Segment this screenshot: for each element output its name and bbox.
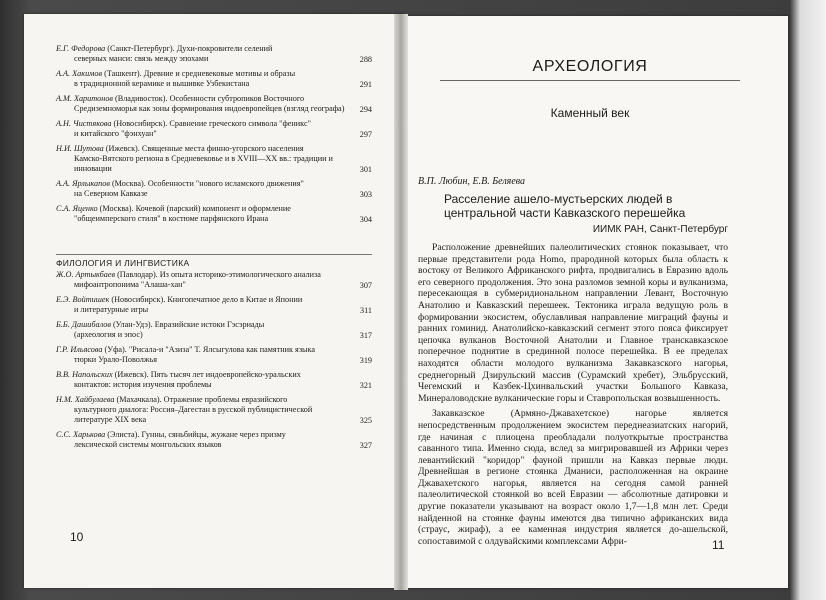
toc-entry	[56, 119, 372, 139]
toc-page-number: 303	[359, 190, 372, 199]
article-title: Расселение ашело-мустьерских людей в центральной части Кавказского перешейка	[444, 192, 686, 220]
toc-title: (Владивосток). Особенности субтропиков Восточного	[115, 94, 305, 103]
toc-author: Е.Э. Войтишек	[56, 295, 110, 304]
toc-title-cont: контактов: история изучения проблемы	[74, 380, 212, 389]
toc-page-number: 288	[359, 55, 372, 64]
toc-author: А.Н. Чистякова	[56, 119, 112, 128]
toc-page-number: 301	[359, 165, 372, 174]
toc-author: С.А. Яценко	[56, 204, 98, 213]
toc-author: В.В. Напольских	[56, 370, 113, 379]
toc-page-number: 325	[359, 416, 372, 425]
toc-page-number: 319	[359, 356, 372, 365]
toc-entry	[56, 320, 372, 340]
toc-author: А.А. Ярлыкапов	[56, 179, 110, 188]
toc-title-cont: Камско-Вятского региона в Средневековье и в XVIII—XX вв.: традиции и инновации	[74, 154, 333, 173]
toc-entry	[56, 94, 372, 114]
toc-author: Н.М. Хайбулаева	[56, 395, 115, 404]
toc-entry	[56, 345, 372, 365]
toc-title-cont: Средиземноморья как зоны формирования индоевропейцев (взгляд географа)	[74, 104, 345, 113]
toc-entry	[56, 144, 372, 174]
toc-title: (Москва). Кочевой (парский) компонент и оформление	[99, 204, 291, 213]
toc-title: (Махачкала). Отражение проблемы евразийского	[116, 395, 288, 404]
toc-page-number: 297	[359, 130, 372, 139]
article-paragraph: Расположение древнейших палеолитических стоянок показывает, что первые представители рода Homo, прародиной которых была область к востоку от Великого Африканского рифта, продвигались в Евразию вдоль его северного продолжения. Это зона разломов земной коры и вулканизма, пересекающая в субмеридиональном направлении Левант, Восточную Анатолию и Кавказский перешеек. Тектоника играла ведущую роль в формировании экосистем, обуславливая направление миграций фауны и ранних гоминид. Анатолийско-кавказский сегмент этого пояса фиксирует цепочка вулканов Восточной Анатолии и Главное транскавказское поперечное поднятие в срединной полосе перешейка. В ее пределах находятся области молодого вулканизма Закавказского нагорья, среднегорный Дзирульский массив (Сурамский хребет), Эльбрусский, Чегемский и Казбек-Цхинвальский участки Большого Кавказа, Минераловодские вулканические горы и Ставропольская возвышенность.	[418, 242, 728, 404]
toc-entry	[56, 295, 372, 315]
toc-entry	[56, 179, 372, 199]
toc-page-number: 291	[359, 80, 372, 89]
toc-title: (Элиста). Гунны, сяньбийцы, жужане через призму	[107, 430, 286, 439]
toc-entry	[56, 370, 372, 390]
toc-title-cont: лексической системы монгольских языков	[74, 440, 222, 449]
toc-title: (Павлодар). Из опыта историко-этимологического анализа	[117, 270, 321, 279]
toc-entry	[56, 395, 372, 425]
toc-entry	[56, 204, 372, 224]
toc-page-number: 294	[359, 105, 372, 114]
toc-author: Г.Р. Ильясова	[56, 345, 103, 354]
right-page-number: 11	[712, 538, 725, 552]
toc-list-part2	[56, 270, 372, 455]
toc-author: А.М. Харитонов	[56, 94, 113, 103]
toc-title-cont: в традиционной керамике и вышивке Узбекистана	[74, 79, 250, 88]
toc-title: (Уфа). "Рисала-и "Азиза" Т. Ялсыгулова как памятник языка	[104, 345, 316, 354]
toc-author: Е.Г. Федорова	[56, 44, 106, 53]
toc-title: (Ташкент). Древние и средневековые мотивы и образы	[104, 69, 296, 78]
toc-title-cont: и китайского "фэнхуан"	[74, 129, 157, 138]
section-heading-philology: ФИЛОЛОГИЯ И ЛИНГВИСТИКА	[56, 254, 372, 268]
toc-author: Б.Б. Дашибалов	[56, 320, 111, 329]
toc-entry	[56, 430, 372, 450]
toc-title-cont: (археология и эпос)	[74, 330, 143, 339]
toc-author: С.С. Харькова	[56, 430, 106, 439]
toc-page-number: 317	[359, 331, 372, 340]
toc-title-cont: "общеимперского стиля" в костюме парфянского Ирана	[74, 214, 269, 223]
toc-title-cont: северных манси: связь между эпохами	[74, 54, 209, 63]
book-gutter	[394, 14, 408, 590]
article-body	[418, 242, 728, 551]
article-authors: В.П. Любин, Е.В. Беляева	[418, 176, 526, 187]
toc-title-cont: и литературные игры	[74, 305, 149, 314]
toc-title: (Санкт-Петербург). Духи-покровители селений	[107, 44, 273, 53]
toc-title: (Ижевск). Пять тысяч лет индоевропейско-уральских	[114, 370, 301, 379]
toc-list-part1	[56, 44, 372, 229]
toc-title-cont: культурного диалога: Россия–Дагестан в русской публицистической литературе XIX века	[74, 405, 313, 424]
toc-author: Ж.О. Артыкбаев	[56, 270, 116, 279]
toc-title: (Улан-Удэ). Евразийские истоки Гэсэриады	[112, 320, 265, 329]
toc-entry	[56, 44, 372, 64]
toc-entry	[56, 69, 372, 89]
toc-page-number: 321	[359, 381, 372, 390]
article-paragraph: Закавказское (Армяно-Джавахетское) нагорье является непосредственным продолжением экосистем переднеазиатских нагорий, где начиная с плиоцена преобладали полуоткрытые пространства саванного типа. Именно сюда, вслед за мигрировавшей из Африки через левантийский "коридор" фауной пришли на Кавказ первые люди. Древнейшая в регионе стоянка Дманиси, расположенная на окраине Джавахетского нагорья, является на сегодня самой ранней палеолитической стоянкой во всей Евразии — абсолютные датировки и другие показатели указывают на возраст около 1,7—1,8 млн лет. Среди найденной на стоянке фауны имеются два типично африканских вида (страус, жираф), а ее каменная индустрия является до-ашельской, сопоставимой с олдувайскими комплексами Афри-	[418, 408, 728, 547]
toc-page-number: 311	[360, 306, 372, 315]
toc-entry	[56, 270, 372, 290]
toc-title-cont: тюрки Урало-Поволжья	[74, 355, 158, 364]
toc-title-cont: мифоантропонима "Алаша-хан"	[74, 280, 186, 289]
toc-page-number: 304	[359, 215, 372, 224]
toc-page-number: 327	[359, 441, 372, 450]
left-page-number: 10	[70, 530, 84, 544]
toc-title: (Новосибирск). Книгопечатное дело в Китае и Японии	[111, 295, 303, 304]
toc-title: (Москва). Особенности "нового исламского движения"	[111, 179, 304, 188]
article-affiliation: ИИМК РАН, Санкт-Петербург	[592, 224, 728, 235]
toc-title: (Новосибирск). Сравнение греческого символа "феникс"	[113, 119, 311, 128]
toc-title: (Ижевск). Священные места финно-угорского населения	[105, 144, 304, 153]
toc-page-number: 307	[359, 281, 372, 290]
toc-author: А.А. Хакимов	[56, 69, 103, 78]
toc-author: Н.И. Шутова	[56, 144, 104, 153]
toc-title-cont: на Северном Кавказе	[74, 189, 148, 198]
section-title-archaeology: АРХЕОЛОГИЯ	[440, 58, 740, 81]
subsection-stone-age: Каменный век	[550, 106, 630, 120]
